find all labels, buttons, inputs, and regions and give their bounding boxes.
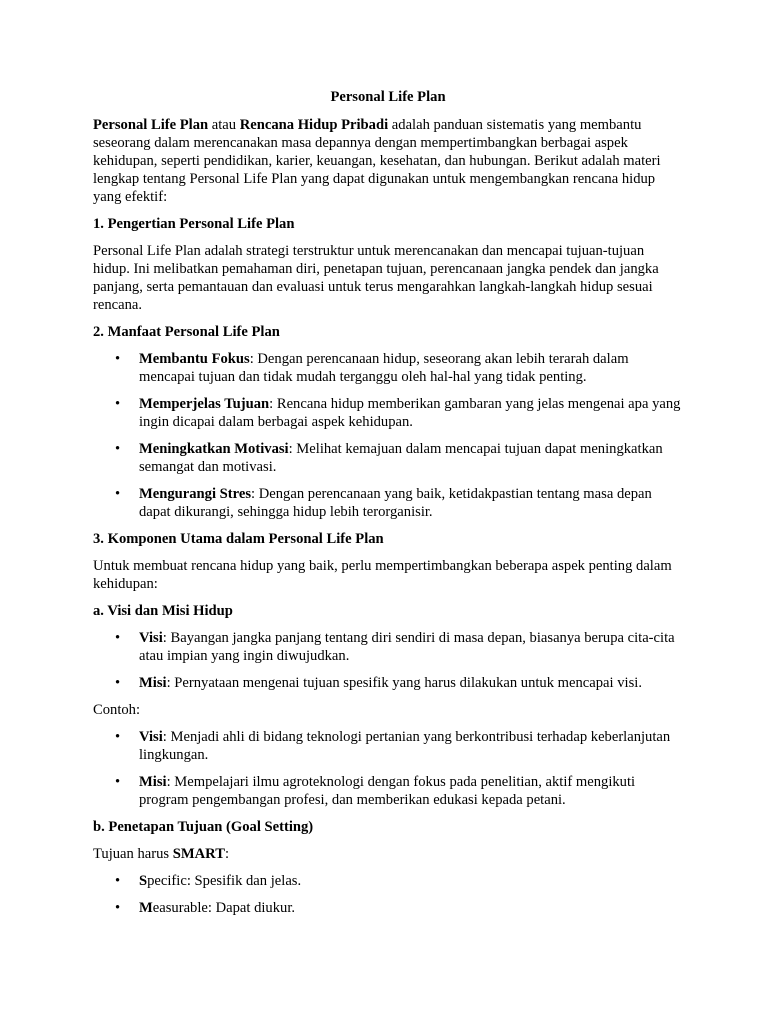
bullet-icon: • xyxy=(115,729,121,745)
list-item-text: : Rencana hidup memberikan gambaran yang jelas mengenai apa yang ingin dicapai dalam berbagai aspek kehidupan. xyxy=(139,396,681,430)
list-item-term: Misi xyxy=(139,675,167,691)
bullet-icon: • xyxy=(115,351,121,367)
list-item-text: easurable: Dapat diukur. xyxy=(152,900,296,916)
list-item xyxy=(93,674,683,692)
list-item-term: S xyxy=(139,873,148,889)
list-item-text: pecific: Spesifik dan jelas. xyxy=(147,873,302,889)
subsection-a-heading: a. Visi dan Misi Hidup xyxy=(93,603,233,619)
list-item-term: Visi xyxy=(139,729,163,745)
list-item xyxy=(93,872,683,890)
list-item-term: Memperjelas Tujuan xyxy=(139,396,270,412)
bullet-icon: • xyxy=(115,630,121,646)
list-item xyxy=(93,485,683,521)
smart-lead-end: : xyxy=(224,846,229,862)
intro-text-2: adalah panduan sistematis yang membantu seseorang dalam merencanakan masa depannya dengan mempertimbangkan berbagai aspek kehidupan, seperti pendidikan, karier, keuangan, kesehatan, dan hubungan. Berikut adalah materi lengkap tentang Personal Life Plan yang dapat digunakan untuk mengembangkan rencana hidup yang efektif: xyxy=(93,117,661,205)
bullet-icon: • xyxy=(115,486,121,502)
list-item-term: M xyxy=(139,900,153,916)
benefits-list xyxy=(93,350,683,521)
list-item-term: Meningkatkan Motivasi xyxy=(139,441,289,457)
list-item-text: : Menjadi ahli di bidang teknologi pertanian yang berkontribusi terhadap keberlanjutan lingkungan. xyxy=(139,729,671,763)
smart-acronym: SMART xyxy=(172,846,225,862)
example-list xyxy=(93,728,683,809)
bullet-icon: • xyxy=(115,396,121,412)
list-item xyxy=(93,395,683,431)
bullet-icon: • xyxy=(115,873,121,889)
section-1-heading: 1. Pengertian Personal Life Plan xyxy=(93,216,295,232)
list-item xyxy=(93,773,683,809)
section-3-paragraph: Untuk membuat rencana hidup yang baik, perlu mempertimbangkan beberapa aspek penting dalam kehidupan: xyxy=(93,558,672,592)
list-item-term: Misi xyxy=(139,774,167,790)
list-item xyxy=(93,728,683,764)
smart-lead-text: Tujuan harus xyxy=(93,846,173,862)
list-item xyxy=(93,440,683,476)
section-3-heading: 3. Komponen Utama dalam Personal Life Plan xyxy=(93,531,384,547)
list-item-text: : Bayangan jangka panjang tentang diri sendiri di masa depan, biasanya berupa cita-cita atau impian yang ingin diwujudkan. xyxy=(139,630,675,664)
subsection-b-heading: b. Penetapan Tujuan (Goal Setting) xyxy=(93,819,314,835)
list-item xyxy=(93,899,683,917)
section-1-paragraph: Personal Life Plan adalah strategi terstruktur untuk merencanakan dan mencapai tujuan-tujuan hidup. Ini melibatkan pemahaman diri, penetapan tujuan, perencanaan jangka pendek dan jangka panjang, serta pemantauan dan evaluasi untuk terus mengarahkan langkah-langkah hidup sesuai rencana. xyxy=(93,243,659,313)
list-item xyxy=(93,350,683,386)
intro-text-1: atau xyxy=(208,117,240,133)
document-content xyxy=(93,88,683,926)
list-item-term: Membantu Fokus xyxy=(139,351,250,367)
vision-mission-list xyxy=(93,629,683,692)
list-item-text: : Melihat kemajuan dalam mencapai tujuan dapat meningkatkan semangat dan motivasi. xyxy=(139,441,663,475)
list-item-text: : Dengan perencanaan hidup, seseorang akan lebih terarah dalam mencapai tujuan dan tidak mudah terganggu oleh hal-hal yang tidak penting. xyxy=(139,351,629,385)
list-item-term: Visi xyxy=(139,630,163,646)
example-label: Contoh: xyxy=(93,702,141,718)
smart-lead-paragraph xyxy=(93,845,683,863)
intro-paragraph xyxy=(93,116,683,206)
list-item-text: : Pernyataan mengenai tujuan spesifik yang harus dilakukan untuk mencapai visi. xyxy=(166,675,642,691)
bullet-icon: • xyxy=(115,675,121,691)
list-item-term: Mengurangi Stres xyxy=(139,486,252,502)
document-title: Personal Life Plan xyxy=(330,89,446,105)
list-item-text: : Mempelajari ilmu agroteknologi dengan fokus pada penelitian, aktif mengikuti program pengembangan profesi, dan memberikan edukasi kepada petani. xyxy=(139,774,636,808)
bullet-icon: • xyxy=(115,900,121,916)
list-item xyxy=(93,629,683,665)
bullet-icon: • xyxy=(115,441,121,457)
bullet-icon: • xyxy=(115,774,121,790)
intro-term-2: Rencana Hidup Pribadi xyxy=(239,117,389,133)
intro-term-1: Personal Life Plan xyxy=(93,117,209,133)
list-item-text: : Dengan perencanaan yang baik, ketidakpastian tentang masa depan dapat dikurangi, sehingga hidup lebih terorganisir. xyxy=(139,486,652,520)
section-2-heading: 2. Manfaat Personal Life Plan xyxy=(93,324,280,340)
smart-list xyxy=(93,872,683,917)
